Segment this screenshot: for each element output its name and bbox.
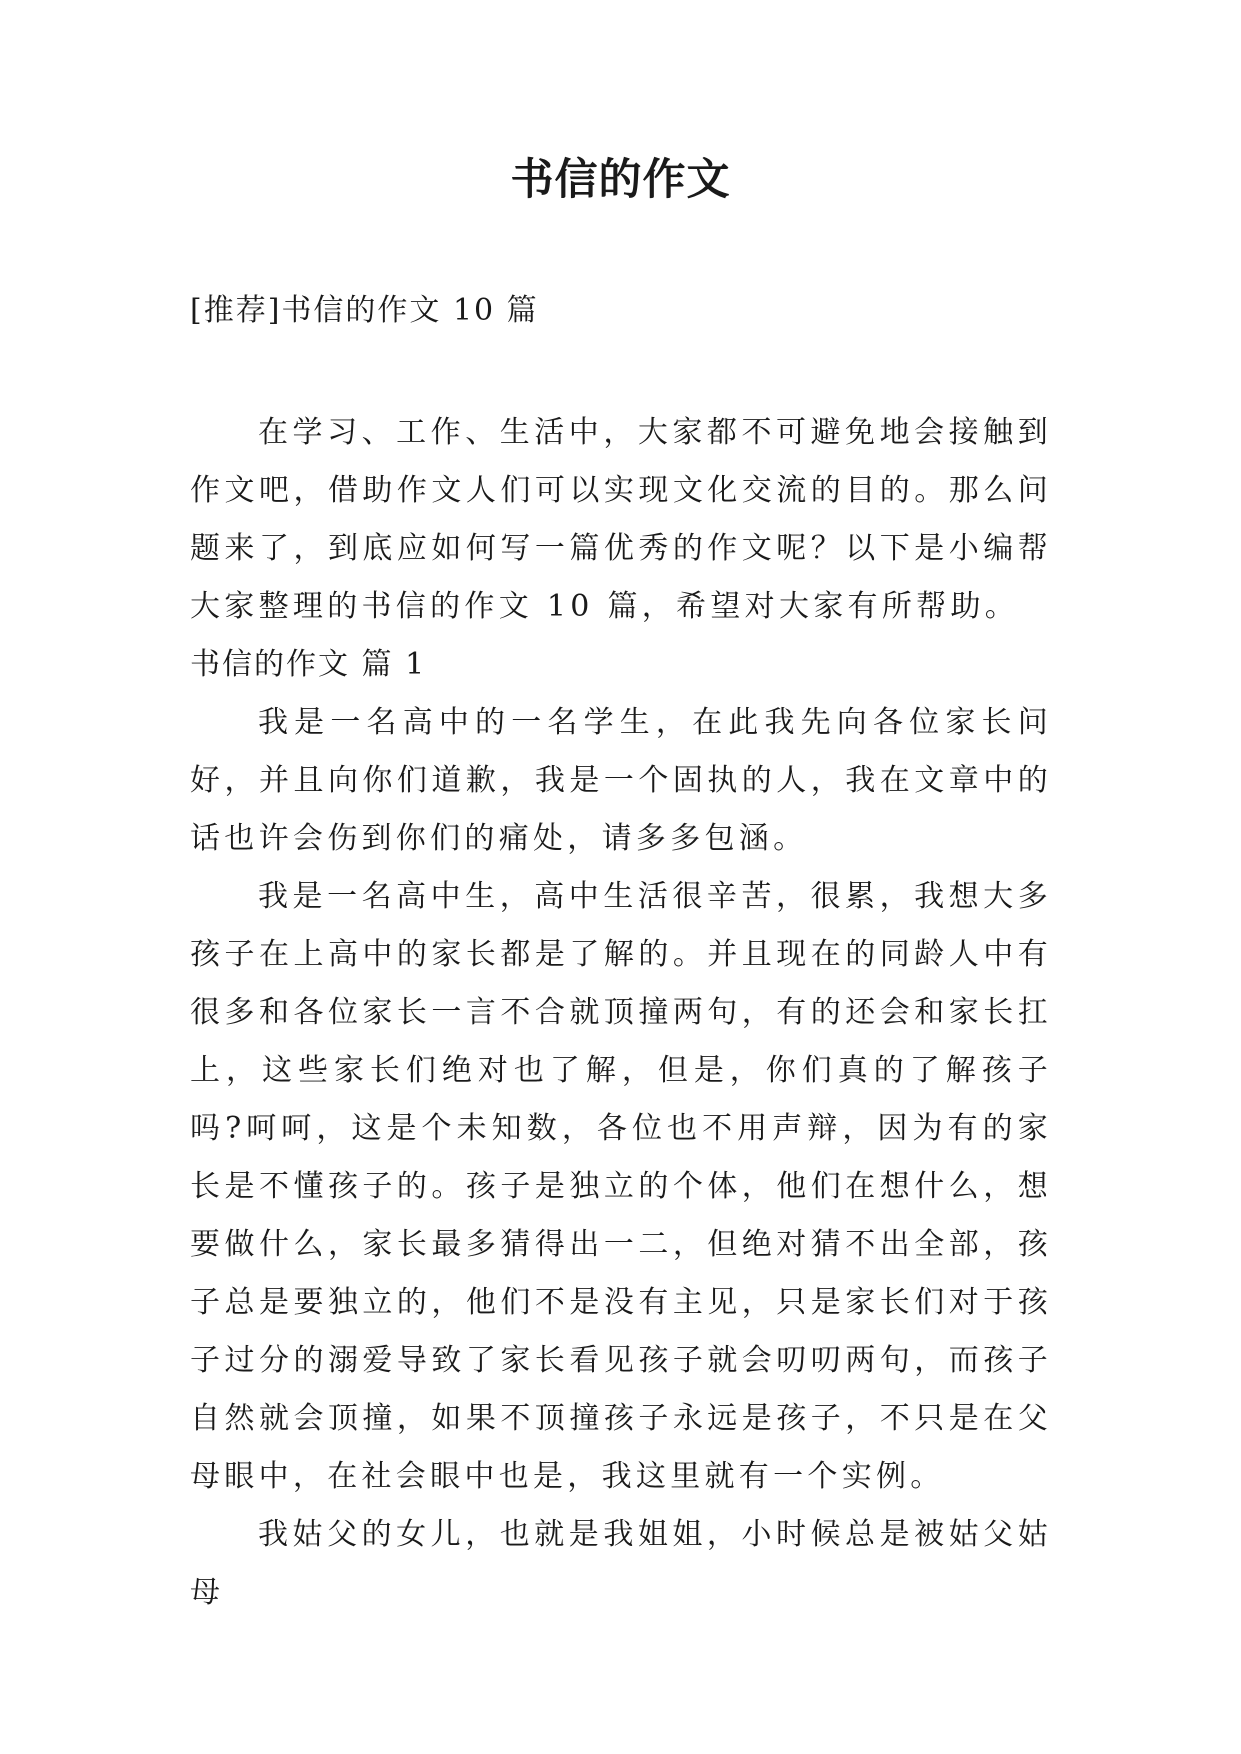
section-heading: 书信的作文 篇 1	[190, 647, 427, 682]
document-body	[190, 404, 1052, 1622]
body-paragraph-3: 我姑父的女儿，也就是我姐姐，小时候总是被姑父姑母	[190, 1517, 1052, 1610]
body-paragraph-2: 我是一名高中生，高中生活很辛苦，很累，我想大多孩子在上高中的家长都是了解的。并且现在的同龄人中有很多和各位家长一言不合就顶撞两句，有的还会和家长扛上，这些家长们绝对也了解，但是，你们真的了解孩子吗?呵呵，这是个未知数，各位也不用声辩，因为有的家长是不懂孩子的。孩子是独立的个体，他们在想什么，想要做什么，家长最多猜得出一二，但绝对猜不出全部，孩子总是要独立的，他们不是没有主见，只是家长们对于孩子过分的溺爱导致了家长看见孩子就会叨叨两句，而孩子自然就会顶撞，如果不顶撞孩子永远是孩子，不只是在父母眼中，在社会眼中也是，我这里就有一个实例。	[190, 879, 1052, 1494]
document-title: 书信的作文	[510, 155, 731, 205]
body-paragraph-1: 我是一名高中的一名学生，在此我先向各位家长问好，并且向你们道歉，我是一个固执的人，我在文章中的话也许会伤到你们的痛处，请多多包涵。	[190, 705, 1052, 856]
document-subtitle: [推荐]书信的作文 10 篇	[190, 293, 539, 328]
intro-paragraph: 在学习、工作、生活中，大家都不可避免地会接触到作文吧，借助作文人们可以实现文化交流的目的。那么问题来了，到底应如何写一篇优秀的作文呢？以下是小编帮大家整理的书信的作文 10 篇，希望对大家有所帮助。	[190, 415, 1052, 624]
